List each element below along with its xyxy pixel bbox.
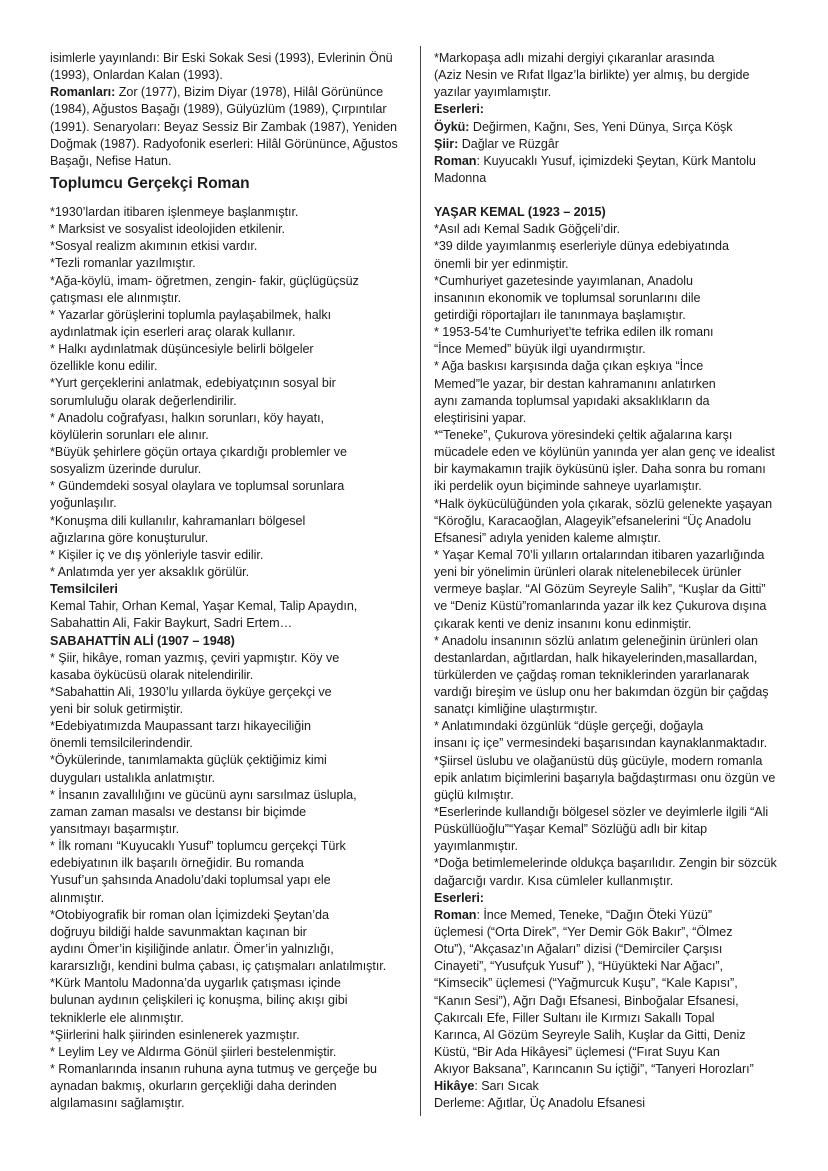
text-line: yazılar yayımlamıştır. bbox=[434, 85, 552, 100]
text-line: epik anlatım biçimlerini başarıyla bağdaştırması onu özgün ve bbox=[434, 770, 776, 785]
text-line: *Kürk Mantolu Madonna’da uygarlık çatışması içinde bbox=[50, 976, 341, 991]
text-line: kasaba öykücüsü olarak nitelendirilir. bbox=[50, 667, 254, 682]
text-line: *39 dilde yayımlanmış eserleriyle dünya edebiyatında bbox=[434, 239, 729, 254]
text-line: * Anlatımındaki özgünlük “düşle gerçeği, doğayla bbox=[434, 719, 704, 734]
text-line: algılamasını sağlamıştır. bbox=[50, 1096, 185, 1111]
text-line: insanı iç içe” vermesindeki başarısından kaynaklanmaktadır. bbox=[434, 736, 768, 751]
text-line: dağarcığı vardır. Kısa cümleler kullanmıştır. bbox=[434, 873, 674, 888]
text-line: insanının ekonomik ve toplumsal sorunlarını dile bbox=[434, 290, 701, 305]
text-line: Başağı, Nefise Hatun. bbox=[50, 153, 172, 168]
oyku-text: Değirmen, Kağnı, Ses, Yeni Dünya, Sırça Köşk bbox=[469, 119, 733, 134]
romans-label: Romanları: bbox=[50, 85, 116, 100]
text-line: yeni bir yönelimin ürünleri olarak nitelenebilecek ürünler bbox=[434, 565, 742, 580]
text-line: (1991). Senaryoları: Beyaz Sessiz Bir Zambak (1987), Yeniden bbox=[50, 119, 398, 134]
text-line: doğruyu bildiği halde savunmaktan kaçınan bir bbox=[50, 924, 307, 939]
text-line: Madonna bbox=[434, 170, 487, 185]
derleme-line: Derleme: Ağıtlar, Üç Anadolu Efsanesi bbox=[434, 1096, 645, 1111]
siir-line bbox=[434, 136, 788, 153]
text-line: köylülerin sorunları ele alınır. bbox=[50, 427, 209, 442]
text-line: “Kimsecik” üçlemesi (“Yağmurcuk Kuşu”, “Kale Kapısı”, bbox=[434, 976, 738, 991]
text-line: tekniklerle ele alınmıştır. bbox=[50, 1010, 184, 1025]
temsilciler-label: Temsilcileri bbox=[50, 582, 118, 597]
text-line: *Büyük şehirlere göçün ortaya çıkardığı problemler ve bbox=[50, 444, 347, 459]
text-line: iki perdelik oyun biçiminde sahneye uyarlamıştır. bbox=[434, 479, 702, 494]
text-line: vardığı bireşim ve üslup onu her bakımdan özgün bir çağdaş bbox=[434, 685, 769, 700]
text-line: *Eserlerinde kullandığı bölgesel sözler ve deyimlerle ilgili “Ali bbox=[434, 805, 769, 820]
yasar-heading: YAŞAR KEMAL (1923 – 2015) bbox=[434, 205, 606, 220]
text-line: * Anlatımda yer yer aksaklık görülür. bbox=[50, 564, 250, 579]
text-line: *Konuşma dili kullanılır, kahramanları bölgesel bbox=[50, 513, 306, 528]
text-line: eleştirisini yapar. bbox=[434, 410, 527, 425]
text-line: *Öykülerinde, tanımlamakta güçlük çektiğimiz kimi bbox=[50, 753, 327, 768]
text-line: Kemal Tahir, Orhan Kemal, Yaşar Kemal, Talip Apaydın, bbox=[50, 599, 358, 614]
text-line: * 1953-54’te Cumhuriyet’te tefrika edilen ilk romanı bbox=[434, 325, 714, 340]
text-line: * Gündemdeki sosyal olaylara ve toplumsal sorunlara bbox=[50, 479, 345, 494]
text-line: *Markopaşa adlı mizahi dergiyi çıkaranlar arasında bbox=[434, 51, 715, 65]
text-line: * Ağa baskısı karşısında dağa çıkan eşkıya “İnce bbox=[434, 359, 704, 374]
text-line: * Yaşar Kemal 70’li yılların ortalarından itibaren yazarlığında bbox=[434, 547, 765, 562]
text-line: Küstü, “Bir Ada Hikâyesi” üçlemesi (“Fırat Suyu Kan bbox=[434, 1045, 720, 1060]
eserleri-label: Eserleri: bbox=[434, 102, 484, 117]
siir-text: Dağlar ve Rüzgâr bbox=[458, 136, 559, 151]
text-line: Çakırcalı Efe, Filler Sultanı ile Kırmızı Sakallı Topal bbox=[434, 1010, 715, 1025]
text-line: aynadan bakmış, okurların gerçekliği daha derinden bbox=[50, 1079, 337, 1094]
text-line: getirdiği röportajları ile tanınmaya başlamıştır. bbox=[434, 307, 686, 322]
roman-text: : İnce Memed, Teneke, “Dağın Öteki Yüzü” bbox=[476, 907, 712, 922]
text-line: *“Teneke”, Çukurova yöresindeki çeltik ağalarına karşı bbox=[434, 427, 733, 442]
column-divider bbox=[420, 46, 421, 1116]
text-line: üçlemesi (“Orta Direk”, “Yer Demir Gök Bakır”, “Ölmez bbox=[434, 925, 733, 940]
text-line: “Kanın Sesi”), Ağrı Dağı Efsanesi, Binboğalar Efsanesi, bbox=[434, 993, 739, 1008]
text-line: önemli temsilcilerindendir. bbox=[50, 736, 193, 751]
text-line: Akıyor Baksana”, Karıncanın Su içtiği”, “Tanyeri Horozları” bbox=[434, 1062, 754, 1077]
text-line: Efsanesi” adıyla yeniden kaleme almıştır. bbox=[434, 530, 661, 545]
text-line: ve “Deniz Küstü”romanlarında yazar ilk kez Çukurova dışına bbox=[434, 599, 767, 614]
text-line: aynı zamanda toplumsal yapıdaki aksaklıkların da bbox=[434, 393, 710, 408]
siir-label: Şiir: bbox=[434, 136, 459, 151]
text-line: * Anadolu coğrafyası, halkın sorunları, köy hayatı, bbox=[50, 410, 324, 425]
text-line: yeni bir soluk getirmiştir. bbox=[50, 702, 184, 717]
text-line: *Şiirsel üslubu ve olağanüstü düş gücüyle, modern romanla bbox=[434, 753, 763, 768]
text-line: Karınca, Al Gözüm Seyreyle Salih, Kuşlar da Gitti, Deniz bbox=[434, 1027, 746, 1042]
text-line: destanlardan, ağıtlardan, halk hikayelerinden,masallardan, bbox=[434, 650, 758, 665]
oyku-label: Öykü: bbox=[434, 119, 470, 134]
text-line: Sabahattin Ali, Fakir Baykurt, Sadri Ertem… bbox=[50, 616, 293, 631]
text-line: Otu”), “Akçasaz’ın Ağaları” dizisi (“Demirciler Çarşısı bbox=[434, 942, 723, 957]
text-line: türkülerden ve çağdaş roman tekniklerinden yararlanarak bbox=[434, 667, 750, 682]
text-line: güçlü kılmıştır. bbox=[434, 787, 514, 802]
text-line: * Romanlarında insanın ruhuna ayna tutmuş ve gerçeğe bu bbox=[50, 1062, 377, 1077]
text-line: *Şiirlerini halk şiirinden esinlenerek yazmıştır. bbox=[50, 1027, 300, 1042]
text-line: * İlk romanı “Kuyucaklı Yusuf” toplumcu gerçekçi Türk bbox=[50, 839, 346, 854]
text-line: * Marksist ve sosyalist ideolojiden etkilenir. bbox=[50, 222, 285, 237]
text-line: Memed”le yazar, bir destan kahramanını anlatırken bbox=[434, 376, 716, 391]
text-line: *1930’lardan itibaren işlenmeye başlanmıştır. bbox=[50, 204, 299, 219]
text-line: (1993), Onlardan Kalan (1993). bbox=[50, 68, 223, 83]
text-line: *Otobiyografik bir roman olan İçimizdeki Şeytan’da bbox=[50, 907, 329, 922]
text-line: *Ağa-köylü, imam- öğretmen, zengin- fakir, güçlügüçsüz bbox=[50, 273, 359, 288]
left-column bbox=[50, 50, 408, 1112]
text-line: alınmıştır. bbox=[50, 890, 105, 905]
text-line: çıkarak kenti ve deniz insanını konu edinmiştir. bbox=[434, 616, 692, 631]
text-line: * Leylim Ley ve Aldırma Gönül şiirleri bestelenmiştir. bbox=[50, 1044, 337, 1059]
sabahattin-heading: SABAHATTİN ALİ (1907 – 1948) bbox=[50, 633, 235, 648]
text-line: duyguları ustalıkla anlatmıştır. bbox=[50, 770, 215, 785]
text-line: özellikle konu edilir. bbox=[50, 359, 158, 374]
hikaye-label: Hikâye bbox=[434, 1079, 475, 1094]
text-line: bir kaymakamın trajik öyküsünü işler. Daha sonra bu romanı bbox=[434, 462, 766, 477]
text-line: vermeye başlar. “Al Gözüm Seyreyle Salih”, “Kuşlar da Gitti” bbox=[434, 582, 766, 597]
right-column bbox=[434, 50, 788, 1113]
text-line: isimlerle yayınlandı: Bir Eski Sokak Sesi (1993), Evlerinin Önü bbox=[50, 51, 393, 65]
roman-label: Roman bbox=[434, 153, 477, 168]
romans-line bbox=[50, 84, 408, 101]
text-line: * Halkı aydınlatmak düşüncesiyle belirli bölgeler bbox=[50, 342, 314, 357]
text-line: çatışması ele alınmıştır. bbox=[50, 290, 182, 305]
text-line: (Aziz Nesin ve Rıfat Ilgaz’la birlikte) yer almış, bu dergide bbox=[434, 68, 750, 83]
text-line: bulunan aydının çelişkileri iç konuşma, bilinç akışı gibi bbox=[50, 993, 348, 1008]
text-line: edebiyatının ilk başarılı örneğidir. Bu romanda bbox=[50, 856, 304, 871]
roman-line bbox=[434, 153, 788, 170]
text-line: yoğunlaşılır. bbox=[50, 496, 117, 511]
text-line: sorumluluğu olarak değerlendirilir. bbox=[50, 393, 237, 408]
text-line: zaman zaman masalsı ve destansı bir biçimde bbox=[50, 804, 307, 819]
text-line: mücadele eden ve köylünün yanında yer alan genç ve idealist bbox=[434, 445, 775, 460]
text-line: *Halk öykücülüğünden yola çıkarak, sözlü gelenekte yaşayan bbox=[434, 496, 773, 511]
text-line: sanatçı kimliğine ulaştırmıştır. bbox=[434, 702, 598, 717]
text-line: * Yazarlar görüşlerini toplumla paylaşabilmek, halkı bbox=[50, 307, 332, 322]
text-line: yayımlanmıştır. bbox=[434, 839, 518, 854]
text-line: önemli bir yer edinmiştir. bbox=[434, 256, 569, 271]
text-line: yansıtmayı başarmıştır. bbox=[50, 822, 180, 837]
text-line: sosyalizm üzerinde durulur. bbox=[50, 462, 202, 477]
hikaye-text: : Sarı Sıcak bbox=[474, 1079, 539, 1094]
text-line: aydını Ömer’in kişiliğinde anlatır. Ömer’in yalnızlığı, bbox=[50, 942, 334, 957]
text-line: *Sosyal realizm akımının etkisi vardır. bbox=[50, 239, 258, 254]
text-line: ağızlarına göre konuşturulur. bbox=[50, 530, 209, 545]
text-line: *Yurt gerçeklerini anlatmak, edebiyatçının sosyal bir bbox=[50, 376, 336, 391]
text-line: *Doğa betimlemelerinde oldukça başarılıdır. Zengin bir sözcük bbox=[434, 856, 777, 871]
spacer bbox=[434, 187, 788, 204]
hikaye-line bbox=[434, 1078, 788, 1095]
text-line: * Kişiler iç ve dış yönleriyle tasvir edilir. bbox=[50, 547, 264, 562]
text-line: Doğmak (1987). Radyofonik eserleri: Hilâl Görününce, Ağustos bbox=[50, 136, 398, 151]
roman-text: : Kuyucaklı Yusuf, içimizdeki Şeytan, Kürk Mantolu bbox=[476, 153, 756, 168]
text-line: “Köroğlu, Karacaoğlan, Alageyik”efsanelerini “Üç Anadolu bbox=[434, 513, 752, 528]
text-line: aydınlatmak için eserleri araç olarak kullanır. bbox=[50, 324, 296, 339]
text-line: “İnce Memed” büyük ilgi uyandırmıştır. bbox=[434, 342, 646, 357]
romans-text: Zor (1977), Bizim Diyar (1978), Hilâl Görününce bbox=[115, 85, 384, 100]
text-line: *Asıl adı Kemal Sadık Göğçeli’dir. bbox=[434, 222, 620, 237]
text-line: Püsküllüoğlu”“Yaşar Kemal” Sözlüğü adlı bir kitap bbox=[434, 822, 708, 837]
text-line: * Şiir, hikâye, roman yazmış, çeviri yapmıştır. Köy ve bbox=[50, 650, 340, 665]
section-heading: Toplumcu Gerçekçi Roman bbox=[50, 174, 250, 192]
text-line: (1984), Ağustos Başağı (1989), Gülyüzlüm (1989), Çırpıntılar bbox=[50, 102, 387, 117]
roman-label: Roman bbox=[434, 907, 477, 922]
text-line: Cinayeti”, “Yusufçuk Yusuf” ), “Hüyükteki Nar Ağacı”, bbox=[434, 959, 723, 974]
text-line: * Anadolu insanının sözlü anlatım geleneğinin ürünleri olan bbox=[434, 633, 759, 648]
text-line: *Sabahattin Ali, 1930’lu yıllarda öyküye gerçekçi ve bbox=[50, 684, 332, 699]
text-line: *Tezli romanlar yazılmıştır. bbox=[50, 256, 196, 271]
text-line: kararsızlığı, kendini bulma çabası, iç çatışmaları anlatılmıştır. bbox=[50, 959, 387, 974]
text-line: *Edebiyatımızda Maupassant tarzı hikayeciliğin bbox=[50, 719, 311, 734]
eserleri-label: Eserleri: bbox=[434, 890, 484, 905]
text-line: Yusuf’un şahsında Anadolu’daki toplumsal yapı ele bbox=[50, 873, 331, 888]
text-line: * İnsanın zavallılığını ve gücünü aynı sarsılmaz üslupla, bbox=[50, 787, 357, 802]
oyku-line bbox=[434, 119, 788, 136]
text-line: *Cumhuriyet gazetesinde yayımlanan, Anadolu bbox=[434, 273, 693, 288]
roman-line bbox=[434, 907, 788, 924]
